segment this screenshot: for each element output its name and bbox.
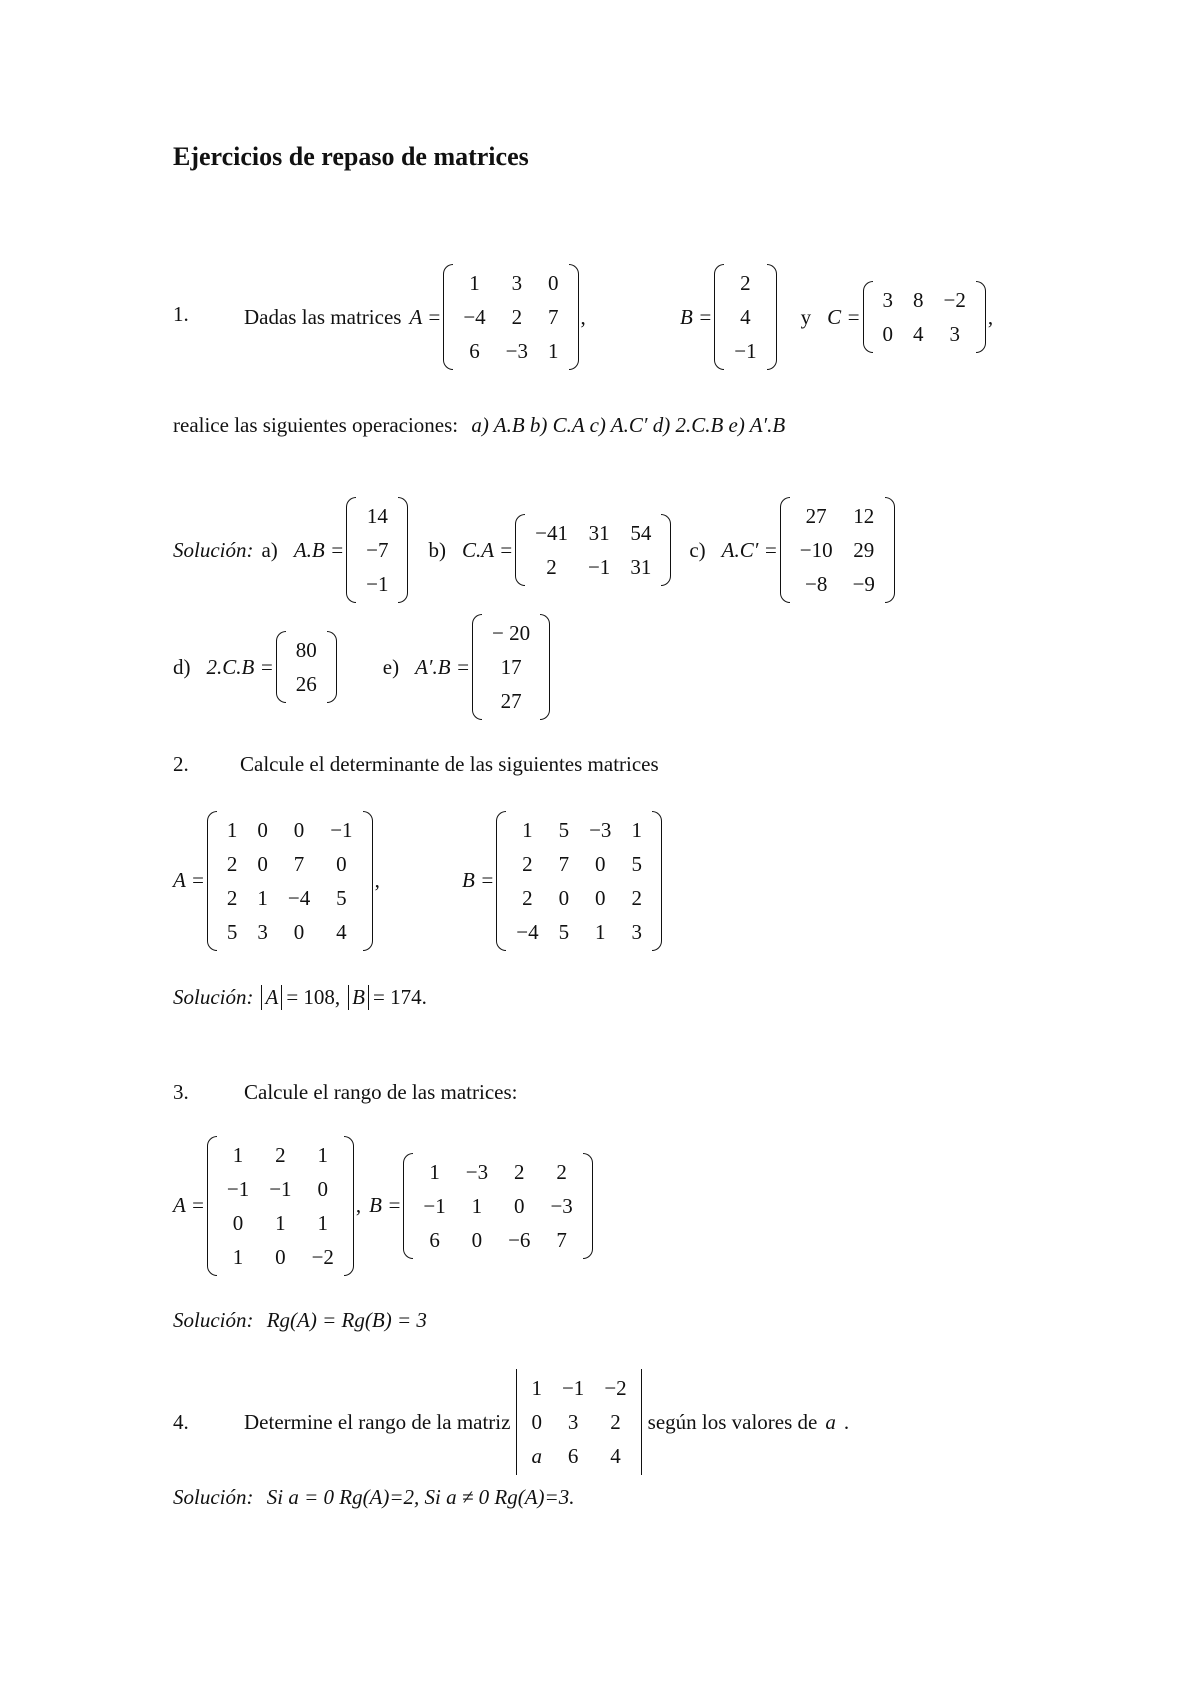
ex3-number: 3.	[173, 1080, 189, 1104]
matrix-cell: 2	[522, 885, 533, 910]
matrix-left-paren	[472, 614, 482, 720]
matrix-body	[521, 1371, 636, 1473]
matrix-cell: −1	[734, 339, 757, 363]
ex1-sol-a-lhs: A.B =	[293, 537, 345, 562]
matrix-cell: 1	[471, 1193, 483, 1218]
matrix-right-bar	[641, 1369, 642, 1475]
ex1-sol-c-label: c)	[689, 537, 706, 562]
matrix-left-paren	[403, 1153, 413, 1259]
matrix-cell: 54	[630, 521, 652, 545]
ex3-text: Calcule el rango de las matrices:	[244, 1080, 518, 1104]
ex1-sol-d-matrix	[276, 631, 337, 703]
matrix-row	[521, 1405, 636, 1439]
matrix-row	[453, 300, 568, 334]
matrix-row	[217, 1240, 344, 1274]
matrix-cell: −1	[423, 1193, 446, 1218]
matrix-cell: 0	[595, 885, 606, 910]
ex1-matrix-b	[714, 264, 776, 370]
matrix-cell: −3	[505, 339, 529, 363]
matrix-cell: 4	[913, 322, 924, 346]
matrix-cell: 0	[275, 1244, 286, 1269]
page-title: Ejercicios de repaso de matrices	[173, 142, 529, 171]
matrix-cell: 0	[293, 817, 305, 842]
matrix-left-paren	[780, 497, 790, 603]
matrix-left-paren	[863, 281, 873, 353]
matrix-left-paren	[276, 631, 286, 703]
matrix-cell: 0	[531, 1410, 542, 1434]
matrix-cell: −3	[589, 817, 612, 842]
matrix-cell: −1	[587, 555, 611, 579]
matrix-cell: 0	[232, 1210, 244, 1235]
matrix-cell: −4	[463, 305, 486, 329]
matrix-body	[453, 266, 568, 368]
matrix-cell: −4	[287, 885, 311, 910]
ex1-statement	[244, 262, 586, 372]
ex1-sol-d-label: d)	[173, 654, 191, 679]
matrix-cell: 8	[913, 288, 924, 312]
ex1-c-lhs: C =	[827, 304, 861, 329]
ex1-a-lhs: A =	[409, 304, 442, 329]
ex1-ops-list: a) A.B b) C.A c) A.C′ d) 2.C.B e) A′.B	[471, 413, 786, 437]
matrix-right-paren	[652, 811, 662, 951]
ex2-matrix-b-def	[462, 808, 664, 953]
matrix-row	[724, 334, 766, 368]
matrix-body	[356, 499, 398, 601]
matrix-body	[413, 1155, 582, 1257]
ex2-sol-a: = 108,	[286, 985, 341, 1009]
matrix-cell: −2	[311, 1244, 334, 1269]
ex1-ops	[173, 413, 785, 438]
matrix-left-paren	[346, 497, 356, 603]
matrix-row	[217, 1138, 344, 1172]
ex2-matrix-b	[496, 811, 662, 951]
matrix-cell: −1	[561, 1376, 585, 1400]
ex3-matrix-a	[207, 1136, 354, 1276]
matrix-body	[525, 516, 661, 584]
matrix-cell: 27	[805, 504, 827, 528]
ex4-statement	[244, 1367, 849, 1477]
matrix-cell: 5	[336, 885, 347, 910]
ex3-sol-text: Rg(A) = Rg(B) = 3	[266, 1308, 427, 1332]
matrix-row	[482, 650, 540, 684]
matrix-row	[453, 266, 568, 300]
matrix-left-bar	[516, 1369, 517, 1475]
matrix-cell: 31	[588, 521, 610, 545]
matrix-right-paren	[976, 281, 986, 353]
ex2-det-b: B	[348, 985, 369, 1010]
matrix-row	[790, 533, 885, 567]
matrix-row	[217, 915, 363, 949]
matrix-cell: 0	[514, 1193, 525, 1218]
matrix-cell: 3	[949, 322, 960, 346]
matrix-cell: 0	[548, 271, 559, 295]
ex2-text: Calcule el determinante de las siguientes matrices	[240, 752, 659, 776]
matrix-row	[217, 1206, 344, 1240]
matrix-cell: 0	[336, 851, 347, 876]
matrix-left-paren	[443, 264, 453, 370]
matrix-row	[217, 1172, 344, 1206]
matrix-cell: 0	[558, 885, 570, 910]
matrix-cell: 3	[631, 919, 642, 944]
ex1-sol-label: Solución:	[173, 537, 254, 562]
matrix-cell: 3	[257, 919, 268, 944]
matrix-cell: 7	[548, 305, 559, 329]
matrix-cell: 2	[275, 1142, 286, 1167]
matrix-left-paren	[496, 811, 506, 951]
ex1-sol-e-matrix	[472, 614, 550, 720]
matrix-row	[356, 499, 398, 533]
ex1-solution-row2	[173, 612, 552, 722]
matrix-cell: 7	[293, 851, 305, 876]
ex3-comma: ,	[355, 1193, 362, 1217]
ex1-sol-e-lhs: A′.B =	[415, 654, 471, 679]
matrix-cell: 0	[317, 1176, 328, 1201]
matrix-row	[506, 915, 652, 949]
ex3-a-lhs: A =	[173, 1193, 205, 1217]
ex1-sol-b-lhs: C.A =	[461, 537, 514, 562]
matrix-row	[506, 813, 652, 847]
ex4-var: a	[825, 1409, 836, 1434]
matrix-cell: 2	[226, 851, 238, 876]
matrix-cell: 4	[336, 919, 347, 944]
ex2-sol-label: Solución:	[173, 985, 254, 1009]
matrix-right-paren	[344, 1136, 354, 1276]
matrix-left-paren	[207, 811, 217, 951]
matrix-cell: 7	[558, 851, 570, 876]
matrix-cell: 1	[226, 817, 238, 842]
ex4-sol-label: Solución:	[173, 1485, 254, 1509]
matrix-cell: −2	[943, 288, 966, 312]
matrix-body	[506, 813, 652, 949]
matrix-right-paren	[327, 631, 337, 703]
matrix-right-paren	[398, 497, 408, 603]
matrix-row	[217, 881, 363, 915]
matrix-cell: −7	[366, 538, 389, 562]
ex4-sol-text: Si a = 0 Rg(A)=2, Si a ≠ 0 Rg(A)=3.	[266, 1485, 575, 1509]
ex3-sol-label: Solución:	[173, 1308, 254, 1332]
matrix-cell: 2	[511, 305, 523, 329]
ex4-dot: .	[843, 1409, 850, 1434]
matrix-row	[356, 533, 398, 567]
matrix-cell: 2	[522, 851, 533, 876]
ex1-sol-c-lhs: A.C′ =	[721, 537, 778, 562]
matrix-cell: 1	[595, 919, 606, 944]
matrix-cell: −4	[516, 919, 539, 944]
ex1-sol-d-lhs: 2.C.B =	[206, 654, 274, 679]
matrix-cell: 0	[471, 1227, 483, 1252]
matrix-cell: −6	[508, 1227, 531, 1252]
matrix-cell: 2	[740, 271, 751, 295]
matrix-cell: −9	[852, 572, 875, 596]
matrix-row	[521, 1371, 636, 1405]
matrix-cell: 4	[610, 1444, 621, 1468]
matrix-right-paren	[363, 811, 373, 951]
matrix-left-paren	[515, 514, 525, 586]
matrix-cell: 26	[295, 672, 317, 696]
ex2-det-a: A	[261, 985, 282, 1010]
matrix-cell: 2	[546, 555, 557, 579]
ex1-text: Dadas las matrices	[244, 304, 402, 329]
matrix-cell: − 20	[492, 621, 531, 645]
matrix-cell: 1	[232, 1142, 244, 1167]
matrix-body	[217, 813, 363, 949]
matrix-cell: 2	[631, 885, 642, 910]
ex2-a-lhs: A =	[173, 868, 205, 892]
matrix-cell: 5	[558, 817, 570, 842]
ex2-comma: ,	[374, 868, 380, 892]
matrix-body	[217, 1138, 344, 1274]
matrix-body	[790, 499, 885, 601]
matrix-cell: 29	[853, 538, 875, 562]
matrix-cell: 4	[740, 305, 751, 329]
ex1-sol-b-matrix	[515, 514, 671, 586]
matrix-row	[506, 881, 652, 915]
ex1-sol-a-matrix	[346, 497, 408, 603]
ex1-b-lhs: B =	[680, 304, 713, 329]
matrix-cell: 3	[567, 1410, 579, 1434]
matrix-cell: 3	[511, 271, 523, 295]
matrix-row	[286, 667, 327, 701]
matrix-cell: −8	[805, 572, 828, 596]
matrix-row	[724, 266, 766, 300]
ex4-matrix	[512, 1369, 645, 1475]
matrix-cell: 31	[630, 555, 652, 579]
ex2-sol-b: = 174.	[372, 985, 427, 1009]
matrix-cell: 27	[500, 689, 522, 713]
matrix-right-paren	[583, 1153, 593, 1259]
ex4-solution	[173, 1485, 574, 1510]
ex4-number: 4.	[173, 1410, 189, 1434]
matrix-right-paren	[767, 264, 777, 370]
ex1-comma2: ,	[987, 304, 994, 329]
matrix-cell: 6	[567, 1444, 579, 1468]
ex3-solution	[173, 1308, 427, 1333]
matrix-cell: 2	[226, 885, 238, 910]
matrix-cell: 1	[548, 339, 559, 363]
matrix-row	[525, 516, 661, 550]
ex1-sol-e-label: e)	[382, 654, 400, 679]
matrix-cell: −41	[535, 521, 568, 545]
matrix-row	[506, 847, 652, 881]
matrix-cell: 2	[514, 1159, 525, 1184]
ex1-sol-c-matrix	[780, 497, 895, 603]
ex3-b-lhs: B =	[369, 1193, 402, 1217]
ex1-matrix-a	[443, 264, 578, 370]
ex1-comma: ,	[580, 304, 586, 329]
ex3-matrix-a-def	[173, 1133, 595, 1278]
ex4-after: según los valores de	[647, 1409, 818, 1434]
matrix-row	[413, 1155, 582, 1189]
matrix-cell: 7	[556, 1227, 567, 1252]
matrix-cell: −2	[604, 1376, 627, 1400]
matrix-left-paren	[714, 264, 724, 370]
ex1-b-def	[680, 262, 993, 372]
matrix-row	[521, 1439, 636, 1473]
matrix-left-paren	[207, 1136, 217, 1276]
matrix-cell: 0	[882, 322, 894, 346]
matrix-row	[453, 334, 568, 368]
matrix-cell: 1	[257, 885, 268, 910]
matrix-right-paren	[540, 614, 550, 720]
matrix-cell: 6	[429, 1227, 440, 1252]
matrix-cell: −1	[226, 1176, 250, 1201]
matrix-body	[724, 266, 766, 368]
matrix-row	[525, 550, 661, 584]
matrix-cell: 1	[631, 817, 642, 842]
ex2-solution	[173, 985, 427, 1010]
matrix-cell: 2	[610, 1410, 621, 1434]
matrix-cell: 1	[531, 1376, 542, 1400]
matrix-cell: a	[531, 1444, 542, 1468]
matrix-row	[724, 300, 766, 334]
matrix-body	[286, 633, 327, 701]
matrix-right-paren	[569, 264, 579, 370]
matrix-right-paren	[661, 514, 671, 586]
matrix-cell: 17	[500, 655, 522, 679]
matrix-cell: −3	[550, 1193, 573, 1218]
matrix-cell: 14	[366, 504, 388, 528]
matrix-cell: 1	[317, 1142, 328, 1167]
ex1-sol-b-label: b)	[428, 537, 446, 562]
matrix-cell: 0	[293, 919, 305, 944]
matrix-row	[286, 633, 327, 667]
matrix-cell: 1	[317, 1210, 328, 1235]
ex2-number: 2.	[173, 752, 189, 776]
matrix-cell: 0	[595, 851, 606, 876]
matrix-row	[482, 616, 540, 650]
matrix-cell: 1	[469, 271, 480, 295]
ex1-matrix-c	[863, 281, 986, 353]
matrix-cell: −1	[330, 817, 353, 842]
ex1-number: 1.	[173, 302, 189, 326]
matrix-right-paren	[885, 497, 895, 603]
matrix-cell: 1	[429, 1159, 440, 1184]
matrix-cell: 6	[469, 339, 480, 363]
matrix-cell: 1	[275, 1210, 286, 1235]
matrix-cell: 80	[295, 638, 317, 662]
matrix-row	[873, 283, 976, 317]
ex2-matrix-a-def	[173, 808, 380, 953]
matrix-cell: −10	[799, 538, 833, 562]
matrix-cell: 5	[558, 919, 570, 944]
matrix-cell: −3	[465, 1159, 489, 1184]
matrix-body	[873, 283, 976, 351]
matrix-cell: −1	[269, 1176, 292, 1201]
matrix-row	[790, 499, 885, 533]
matrix-cell: 0	[257, 817, 268, 842]
matrix-cell: 2	[556, 1159, 567, 1184]
matrix-row	[413, 1189, 582, 1223]
matrix-cell: 5	[226, 919, 238, 944]
matrix-row	[482, 684, 540, 718]
matrix-cell: 12	[853, 504, 875, 528]
matrix-row	[790, 567, 885, 601]
ex1-sol-a-label: a)	[261, 537, 278, 562]
ex4-text: Determine el rango de la matriz	[244, 1409, 511, 1434]
matrix-cell: 1	[522, 817, 533, 842]
ex1-y: y	[800, 304, 812, 329]
matrix-row	[413, 1223, 582, 1257]
matrix-row	[217, 813, 363, 847]
matrix-cell: 3	[882, 288, 894, 312]
ex2-b-lhs: B =	[462, 868, 495, 892]
ex1-ops-text: realice las siguientes operaciones:	[173, 413, 459, 437]
matrix-cell: −1	[366, 572, 389, 596]
matrix-row	[217, 847, 363, 881]
matrix-body	[482, 616, 540, 718]
ex2-matrix-a	[207, 811, 373, 951]
matrix-cell: 1	[232, 1244, 244, 1269]
matrix-row	[356, 567, 398, 601]
ex3-matrix-b	[403, 1153, 592, 1259]
matrix-row	[873, 317, 976, 351]
matrix-cell: 0	[257, 851, 268, 876]
matrix-cell: 5	[631, 851, 642, 876]
ex1-solution-row1	[173, 495, 897, 605]
